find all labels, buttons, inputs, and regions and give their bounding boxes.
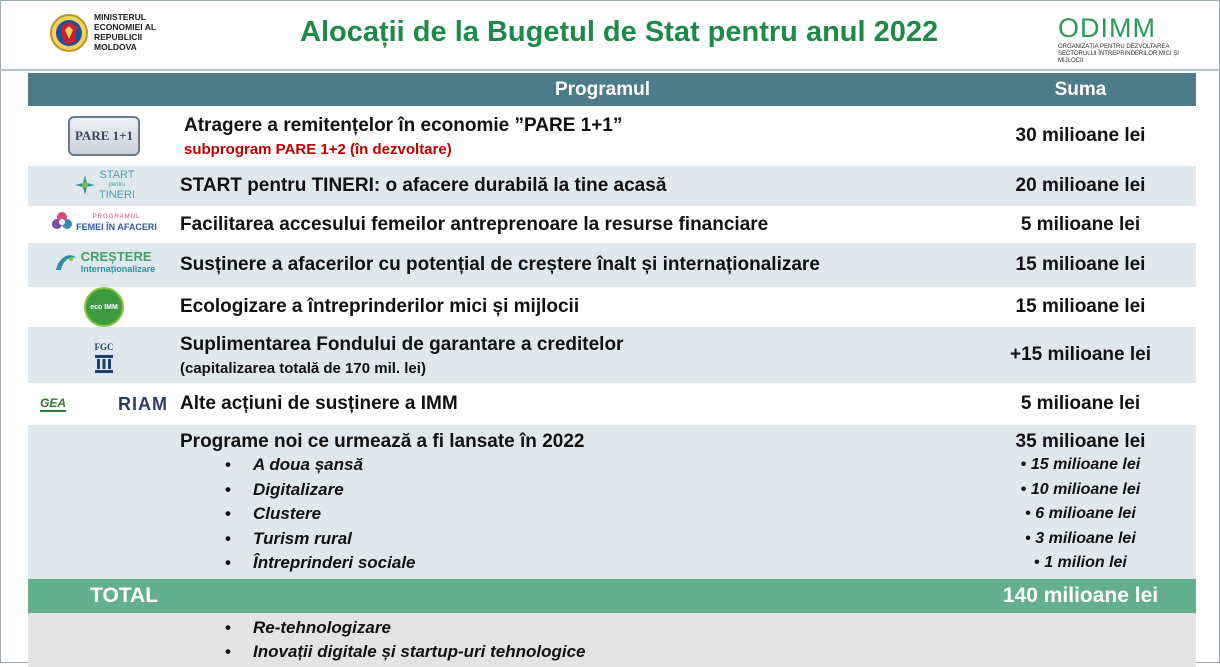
start-logo-line: START xyxy=(99,169,135,181)
table-row xyxy=(28,166,1196,206)
program-name: Suplimentarea Fondului de garantare a creditelor xyxy=(180,333,624,355)
table-row xyxy=(28,243,1196,287)
table-row xyxy=(28,106,1196,166)
crestere-logo-line: Internaționalizare xyxy=(80,263,156,274)
columns-icon xyxy=(93,352,115,374)
eco-imm-logo xyxy=(84,287,124,327)
program-sum: 5 milioane lei xyxy=(1020,393,1141,414)
new-program-name: Digitalizare xyxy=(253,479,344,499)
list-item xyxy=(965,478,1196,503)
new-program-name: Turism rural xyxy=(253,528,352,548)
table-row xyxy=(28,327,1196,383)
program-sum: 20 milioane lei xyxy=(1015,175,1146,196)
list-item xyxy=(180,551,965,576)
new-program-name: A doua șansă xyxy=(253,455,363,474)
list-item xyxy=(965,453,1196,478)
list-item xyxy=(965,551,1196,576)
program-sum: 5 milioane lei xyxy=(1020,213,1141,235)
fish-swirl-icon xyxy=(53,250,79,276)
program-sub: subprogram PARE 1+2 (în dezvoltare) xyxy=(184,140,452,158)
bullet: • xyxy=(225,642,231,661)
start-tineri-logo xyxy=(73,170,135,200)
new-program-sum: 1 milion lei xyxy=(1044,554,1127,571)
program-sum: +15 milioane lei xyxy=(1010,344,1151,365)
list-item xyxy=(180,502,965,527)
program-name: Facilitarea accesului femeilor antreprenoare la resurse financiare xyxy=(180,213,769,235)
ministry-logo xyxy=(50,12,184,54)
total-row xyxy=(28,579,1196,613)
new-program-name: Întreprinderi sociale xyxy=(253,553,416,572)
bullet: • xyxy=(225,528,231,548)
list-item xyxy=(180,616,965,641)
program-sum: 35 milioane lei xyxy=(1015,431,1146,452)
crestere-logo-line: CREȘTERE xyxy=(80,248,152,264)
table-row xyxy=(28,206,1196,243)
ministry-line: REPUBLICII xyxy=(94,32,143,42)
list-item xyxy=(180,453,965,478)
bullet: • xyxy=(225,617,231,637)
program-sum: 15 milioane lei xyxy=(1015,254,1146,275)
new-program-sum: 15 milioane lei xyxy=(1030,456,1141,473)
fgc-logo-text: FGC xyxy=(94,341,114,352)
flower-icon xyxy=(51,211,73,233)
table-row xyxy=(28,613,1196,667)
gea-logo: GEA xyxy=(40,396,67,410)
start-logo-line: pentru xyxy=(108,182,126,188)
bullet: • xyxy=(225,553,231,572)
total-sum: 140 milioane lei xyxy=(1002,584,1159,607)
eco-imm-text: eco IMM xyxy=(90,303,118,311)
gea-riam-logos xyxy=(40,394,168,415)
femei-logo-line: PROGRAMUL xyxy=(92,214,141,220)
program-name: Ecologizare a întreprinderilor mici și mijlocii xyxy=(180,296,580,317)
new-program-name: Clustere xyxy=(253,504,322,523)
table-row xyxy=(28,287,1196,327)
list-item xyxy=(965,502,1196,527)
new-program-sum: 10 milioane lei xyxy=(1030,480,1141,498)
bullet: • xyxy=(225,479,231,499)
list-item xyxy=(180,527,965,552)
total-label: TOTAL xyxy=(90,584,159,607)
table-row xyxy=(28,425,1196,579)
ministry-line: MOLDOVA xyxy=(94,42,137,52)
program-name: Programe noi ce urmează a fi lansate în 2022 xyxy=(180,431,585,452)
header-sum: Suma xyxy=(1054,78,1107,100)
program-sub: (capitalizarea totală de 170 mil. lei) xyxy=(180,359,426,377)
program-name: START pentru TINERI: o afacere durabilă la tine acasă xyxy=(180,175,667,196)
new-program-sum: 3 milioane lei xyxy=(1035,529,1136,547)
ministry-line: MINISTERUL xyxy=(94,12,146,22)
header-divider xyxy=(0,69,1220,71)
riam-logo: RIAM xyxy=(118,393,168,414)
header-program: Programul xyxy=(554,78,651,100)
odimm-logo xyxy=(1058,14,1198,65)
start-tineri-icon xyxy=(73,173,97,197)
slide-header xyxy=(0,0,1220,70)
bullet: • xyxy=(1025,505,1031,522)
bullet: • xyxy=(1020,456,1027,473)
bullet: • xyxy=(1034,554,1040,571)
list-item xyxy=(965,527,1196,552)
moldova-crest-icon xyxy=(50,12,88,54)
bullet: • xyxy=(1025,529,1031,547)
fgc-logo xyxy=(93,342,115,374)
bullet: • xyxy=(225,504,231,523)
pare-logo xyxy=(68,116,140,156)
budget-table xyxy=(28,73,1196,667)
odimm-subtitle: ORGANIZAȚIA PENTRU DEZVOLTAREA SECTORULUI ÎNTREPRINDERILOR MICI ȘI MIJLOCII xyxy=(1058,44,1179,64)
list-item xyxy=(180,640,965,665)
extra-program-name: Inovații digitale și startup-uri tehnologice xyxy=(253,642,586,661)
femei-in-afaceri-logo xyxy=(51,211,157,233)
pare-logo-text: PARE 1+1 xyxy=(74,128,134,143)
start-logo-line: TINERI xyxy=(98,189,136,201)
program-name: Susținere a afacerilor cu potențial de creștere înalt și internaționalizare xyxy=(180,254,820,275)
program-sum: 15 milioane lei xyxy=(1015,296,1146,317)
new-program-sum: 6 milioane lei xyxy=(1035,505,1136,522)
program-sum: 30 milioane lei xyxy=(1015,125,1146,146)
bullet: • xyxy=(225,455,231,474)
femei-logo-line: FEMEI ÎN AFACERI xyxy=(76,222,157,232)
slide-title: Alocații de la Bugetul de Stat pentru anul 2022 xyxy=(300,16,939,48)
odimm-logo-text: ODIMM xyxy=(1058,13,1156,43)
bullet: • xyxy=(1020,480,1027,498)
list-item xyxy=(180,478,965,503)
extra-program-name: Re-tehnologizare xyxy=(253,617,391,637)
table-row xyxy=(28,383,1196,425)
program-name: Atragere a remitențelor în economie ”PARE 1+1” xyxy=(184,114,623,136)
program-name: Alte acțiuni de susținere a IMM xyxy=(180,393,458,414)
crestere-logo xyxy=(53,250,156,276)
ministry-line: ECONOMIEI AL xyxy=(94,22,157,32)
table-header-row xyxy=(28,73,1196,106)
